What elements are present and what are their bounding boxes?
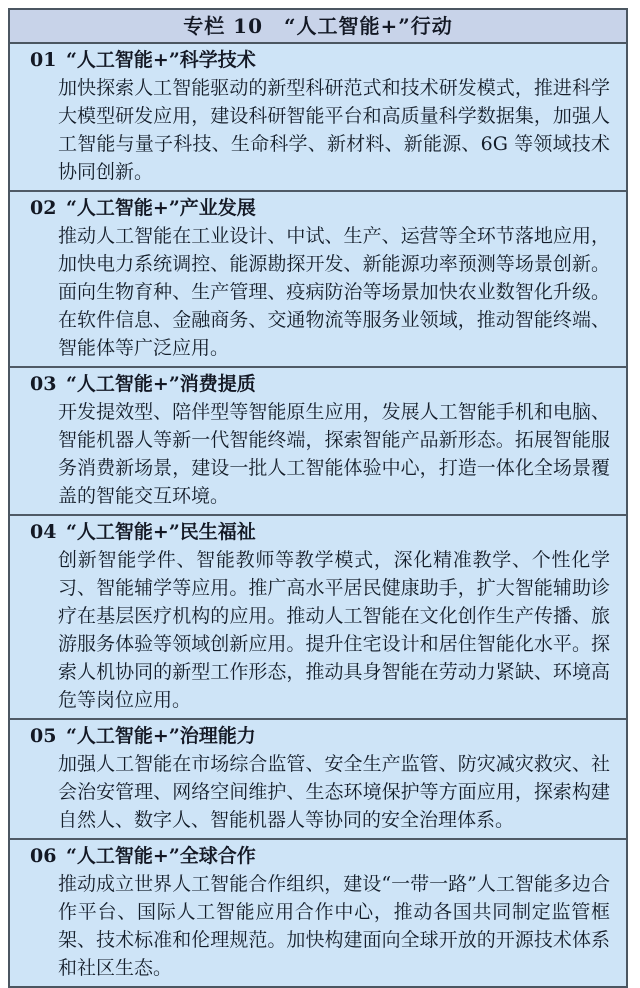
section-header <box>30 370 612 398</box>
section-row <box>10 368 626 516</box>
section-header <box>30 722 612 750</box>
section-header <box>30 518 612 546</box>
section-body: 创新智能学件、智能教师等教学模式，深化精准教学、个性化学习、智能辅学等应用。推广高水平居民健康助手，扩大智能辅助诊疗在基层医疗机构的应用。推动人工智能在文化创作生产传播、旅游服务体验等领域创新应用。提升住宅设计和居住智能化水平。探索人机协同的新型工作形态，推动具身智能在劳动力紧缺、环境高危等岗位应用。 <box>58 549 610 711</box>
section-row <box>10 720 626 840</box>
section-heading: “人工智能+”民生福祉 <box>66 521 256 543</box>
section-heading: “人工智能+”全球合作 <box>66 845 256 867</box>
section-body: 加强人工智能在市场综合监管、安全生产监管、防灾减灾救灾、社会治安管理、网络空间维护、生态环境保护等方面应用，探索构建自然人、数字人、智能机器人等协同的安全治理体系。 <box>58 753 610 831</box>
section-row <box>10 192 626 368</box>
section-row <box>10 44 626 192</box>
section-header <box>30 194 612 222</box>
section-number: 04 <box>30 521 57 543</box>
section-body: 推动人工智能在工业设计、中试、生产、运营等全环节落地应用，加快电力系统调控、能源勘探开发、新能源功率预测等场景创新。面向生物育种、生产管理、疫病防治等场景加快农业数智化升级。在软件信息、金融商务、交通物流等服务业领域，推动智能终端、智能体等广泛应用。 <box>58 225 610 359</box>
section-body: 加快探索人工智能驱动的新型科研范式和技术研发模式，推进科学大模型研发应用，建设科研智能平台和高质量科学数据集，加强人工智能与量子科技、生命科学、新材料、新能源、6G 等领域技术协同创新。 <box>58 77 610 183</box>
panel-title: 专栏 10 “人工智能+”行动 <box>10 10 626 44</box>
section-body: 开发提效型、陪伴型等智能原生应用，发展人工智能手机和电脑、智能机器人等新一代智能终端，探索智能产品新形态。拓展智能服务消费新场景，建设一批人工智能体验中心，打造一体化全场景覆盖的智能交互环境。 <box>58 401 610 507</box>
section-number: 01 <box>30 49 57 71</box>
section-heading: “人工智能+”治理能力 <box>66 725 256 747</box>
column-box-panel <box>8 8 628 988</box>
section-number: 03 <box>30 373 57 395</box>
section-number: 05 <box>30 725 57 747</box>
section-row <box>10 516 626 720</box>
section-number: 02 <box>30 197 57 219</box>
section-header <box>30 842 612 870</box>
section-header <box>30 46 612 74</box>
section-row <box>10 840 626 986</box>
section-number: 06 <box>30 845 57 867</box>
section-heading: “人工智能+”消费提质 <box>66 373 256 395</box>
section-heading: “人工智能+”产业发展 <box>66 197 256 219</box>
section-heading: “人工智能+”科学技术 <box>66 49 256 71</box>
section-body: 推动成立世界人工智能合作组织，建设“一带一路”人工智能多边合作平台、国际人工智能应用合作中心，推动各国共同制定监管框架、技术标准和伦理规范。加快构建面向全球开放的开源技术体系和社区生态。 <box>58 873 610 979</box>
